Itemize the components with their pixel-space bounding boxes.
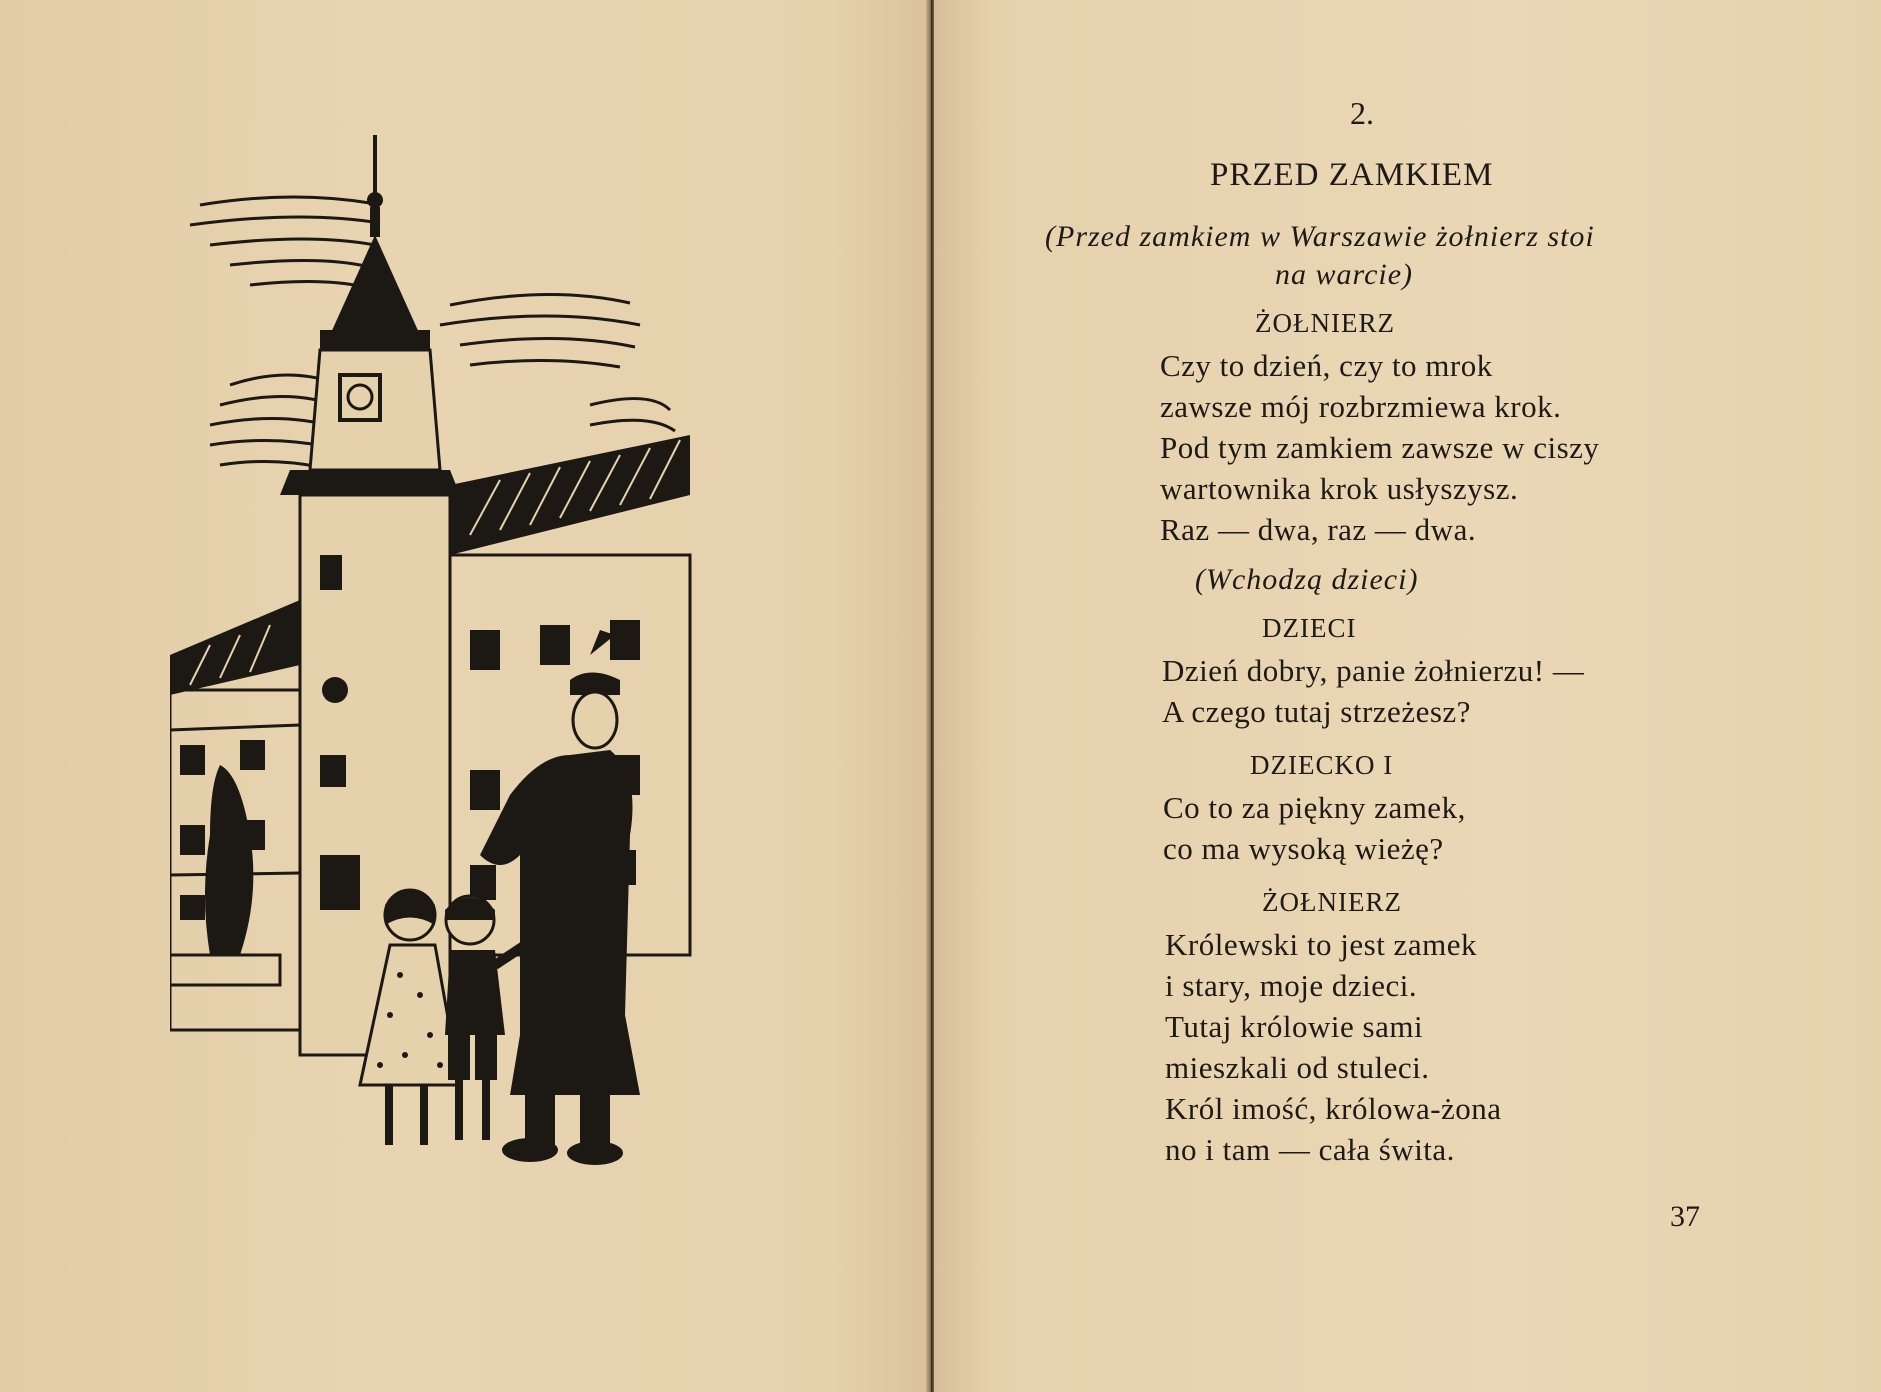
verse-line: Dzień dobry, panie żołnierzu! — — [1162, 653, 1585, 688]
soldier — [480, 630, 640, 1165]
section-number: 2. — [1350, 95, 1374, 131]
tree — [205, 765, 253, 955]
stage-direction-line-1: (Przed zamkiem w Warszawie żołnierz stoi — [1045, 220, 1595, 253]
stage-direction-line-2: na warcie) — [1275, 258, 1414, 291]
speaker-label: DZIECI — [1262, 613, 1357, 643]
verse-line: no i tam — cała świta. — [1165, 1132, 1455, 1167]
verse-line: Co to za piękny zamek, — [1163, 790, 1466, 825]
verse-line: co ma wysoką wieżę? — [1163, 831, 1444, 866]
speaker-label: ŻOŁNIERZ — [1262, 887, 1402, 917]
left-page — [0, 0, 928, 1392]
verse-line: Pod tym zamkiem zawsze w ciszy — [1160, 430, 1600, 465]
verse-line: Raz — dwa, raz — dwa. — [1160, 512, 1477, 547]
verse-line: wartownika krok usłyszysz. — [1160, 471, 1519, 506]
verse-line: i stary, moje dzieci. — [1165, 968, 1418, 1003]
castle-guard-illustration — [170, 135, 840, 1165]
stage-direction-2: (Wchodzą dzieci) — [1195, 563, 1419, 596]
verse-line: A czego tutaj strzeżesz? — [1162, 694, 1471, 729]
verse-line: mieszkali od stuleci. — [1165, 1050, 1430, 1085]
speaker-label: ŻOŁNIERZ — [1255, 308, 1395, 338]
verse-line: Czy to dzień, czy to mrok — [1160, 348, 1493, 383]
verse-line: zawsze mój rozbrzmiewa krok. — [1160, 389, 1562, 424]
page-number: 37 — [1670, 1200, 1700, 1233]
verse-line: Królewski to jest zamek — [1165, 927, 1477, 962]
verse-line: Król imość, królowa-żona — [1165, 1091, 1502, 1126]
speaker-label: DZIECKO I — [1250, 750, 1394, 780]
poem-title: PRZED ZAMKIEM — [1210, 157, 1494, 193]
verse-line: Tutaj królowie sami — [1165, 1009, 1424, 1044]
fence — [170, 955, 280, 985]
